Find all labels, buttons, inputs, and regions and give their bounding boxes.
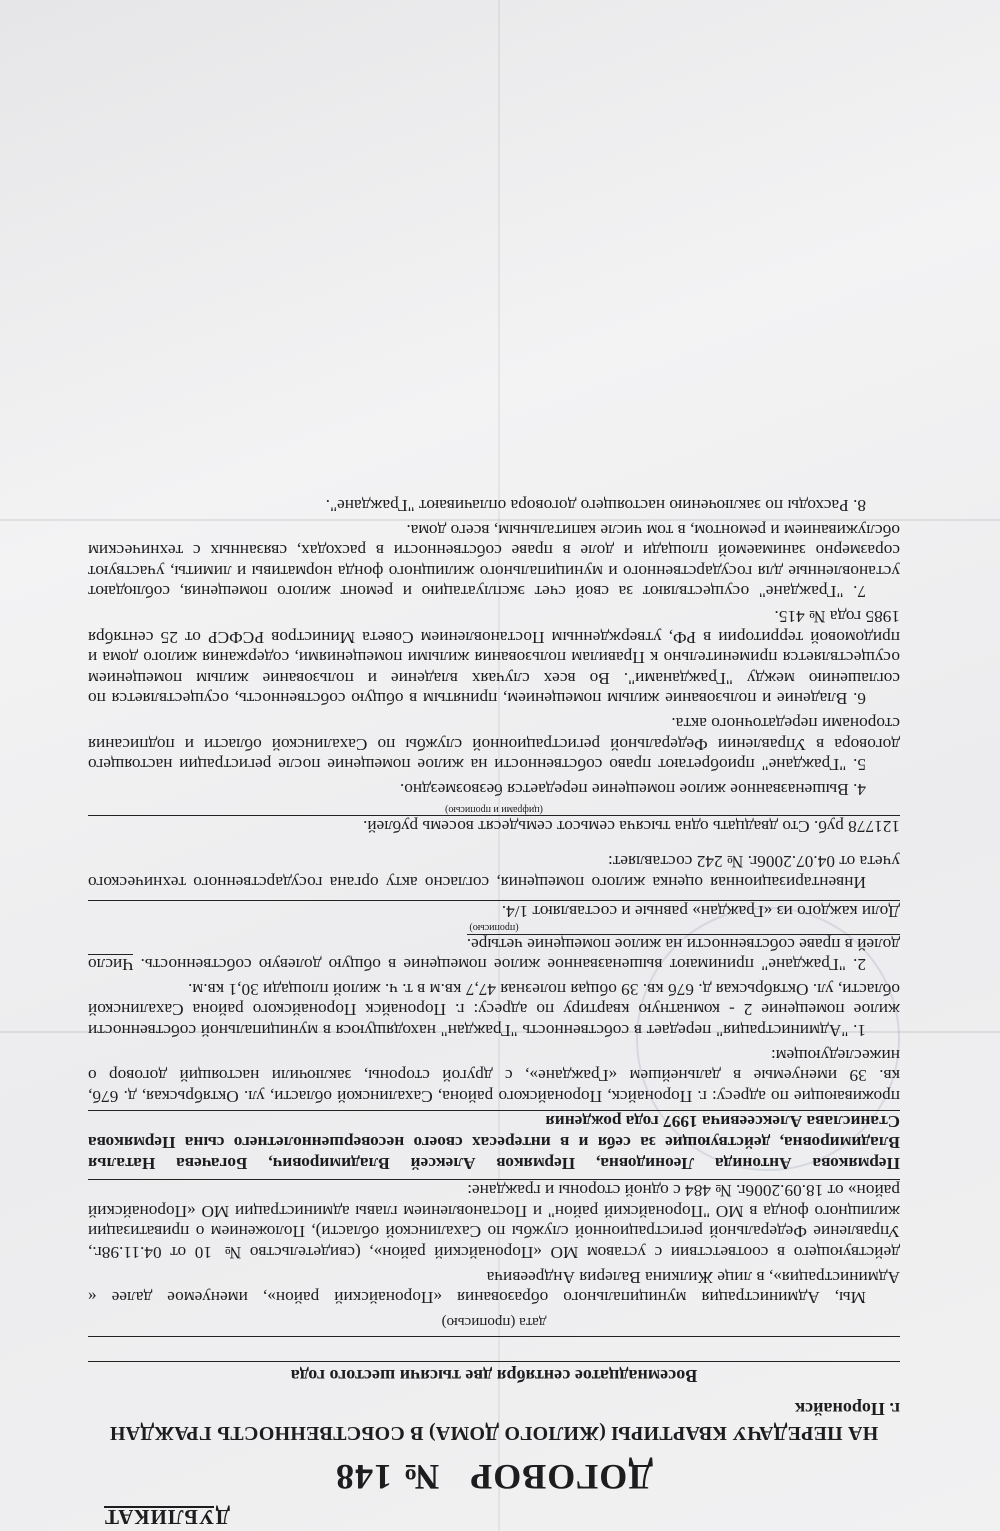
contract-number: № 148 bbox=[335, 1457, 440, 1497]
contract-date: Восемнадцатое сентября две тысячи шестого года bbox=[88, 1361, 900, 1387]
contract-title bbox=[88, 1457, 900, 1497]
blank-line bbox=[88, 1336, 900, 1361]
clause-4: 4. Вышеназванное жилое помещение передается безвозмездно. bbox=[399, 779, 866, 799]
shares-equal: Доли каждого из «Граждан» равные и составляют 1/4. bbox=[88, 900, 900, 922]
clause-6: 6. Владение и пользование жилым помещением, принятым в общую собственность, осуществляется по соглашению между "Гражданами". Во всех случаях владение и пользование жилым помещением осуществляется применительно к Правилам пользования жилыми помещениями, содержания жилого дома и придомовой территории в РФ, утвержденным Постановлением Совета Министров РСФСР от 25 сентября 1985 года № 415. bbox=[88, 607, 900, 709]
date-caption: дата (прописью) bbox=[441, 1313, 547, 1330]
clause-1: 1. "Администрация" передает в собственность "Граждан" находящуюся в муниципальной собственности жилое помещение 2 - комнатную квартиру по адресу: г. Поронайск Поронайского района Сахалинской области, ул. Октябрьская д. 67б кв. 39 общая полезная 47,7 кв.м в т. ч. жилой площади 30,1 кв.м. bbox=[88, 979, 900, 1041]
cost-caption: (цифрами и прописью) bbox=[445, 803, 543, 815]
clause-2 bbox=[88, 933, 900, 974]
contract-subtitle: НА ПЕРЕДАЧУ КВАРТИРЫ (ЖИЛОГО ДОМА) В СОБСТВЕННОСТЬ ГРАЖДАН bbox=[109, 1422, 879, 1444]
propisyu-caption: (прописью) bbox=[469, 922, 519, 934]
contract-body bbox=[88, 494, 900, 1511]
title-word: ДОГОВОР bbox=[469, 1457, 653, 1497]
authority-paragraph: действующего в соответствии с уставом МО «Поронайский район», (свидетельство № 10 от 04.11.98г., Управление Федеральной регистрационной службы по Сахалинской области), Положением о приватизации жилищного фонда в МО "Поронайский район" и Постановлением главы администрации МО «Поронайский район» от 18.09.2006г. № 484 с одной стороны и граждане: bbox=[88, 1179, 900, 1262]
valuation-amount: 121778 руб. Сто двадцать одна тысяча семьсот семьдесят восемь рублей. bbox=[88, 815, 900, 837]
city: г. Поронайск bbox=[794, 1399, 900, 1419]
shares-count: Число долей в праве собственности на жилое помещение четыре. bbox=[88, 934, 900, 975]
parties-paragraph: Пермякова Антонида Леонидовна, Пермяков Алексей Владимирович, Богачева Наталья Владимировна, действующие за себя и в интересах своего несовершеннолетнего сына Пермякова Станислава Алексеевича 1997 года рождения bbox=[88, 1110, 900, 1173]
intro-paragraph: Мы, Администрация муниципального образования «Поронайский район», именуемое далее « Администрация», в лице Жилкина Валерия Андреевича bbox=[88, 1267, 900, 1308]
clause-7: 7. "Граждане" осуществляют за свой счет эксплуатацию и ремонт жилого помещения, соблюдают установленные для государственного и муниципального жилищного фонда нормативы и лимиты, участвуют соразмерно занимаемой площади и доле в праве собственности в расходах, связанных с техническим обслуживанием и ремонтом, в том числе капитальным, всего дома. bbox=[88, 520, 900, 602]
residence-paragraph: проживающие по адресу: г. Поронайск, Поронайского района, Сахалинской области, ул. Октябрьская, д. 67б, кв. 39 именуемые в дальнейшем «Граждане», с другой стороны, заключили настоящий договор о нижеследующем: bbox=[88, 1045, 900, 1106]
clause-2-text: 2. "Граждане" принимают вышеназванное жилое помещение в общую долевую собственность. bbox=[140, 955, 866, 975]
duplicate-label: ДУБЛИКАТ bbox=[103, 1505, 230, 1529]
clause-8: 8. Расходы по заключению настоящего договора оплачивают "Граждане". bbox=[325, 496, 866, 516]
clause-5: 5. "Граждане" приобретают право собственности на жилое помещение после регистрации настоящего договора в Управлении Федеральной регистрационной службы по Сахалинской области и подписания сторонами передаточного акта. bbox=[88, 713, 900, 775]
clause-3: Инвентаризационная оценка жилого помещения, согласно акту органа государственного технического учета от 04.07.2006г. № 242 составляет: bbox=[88, 851, 900, 892]
